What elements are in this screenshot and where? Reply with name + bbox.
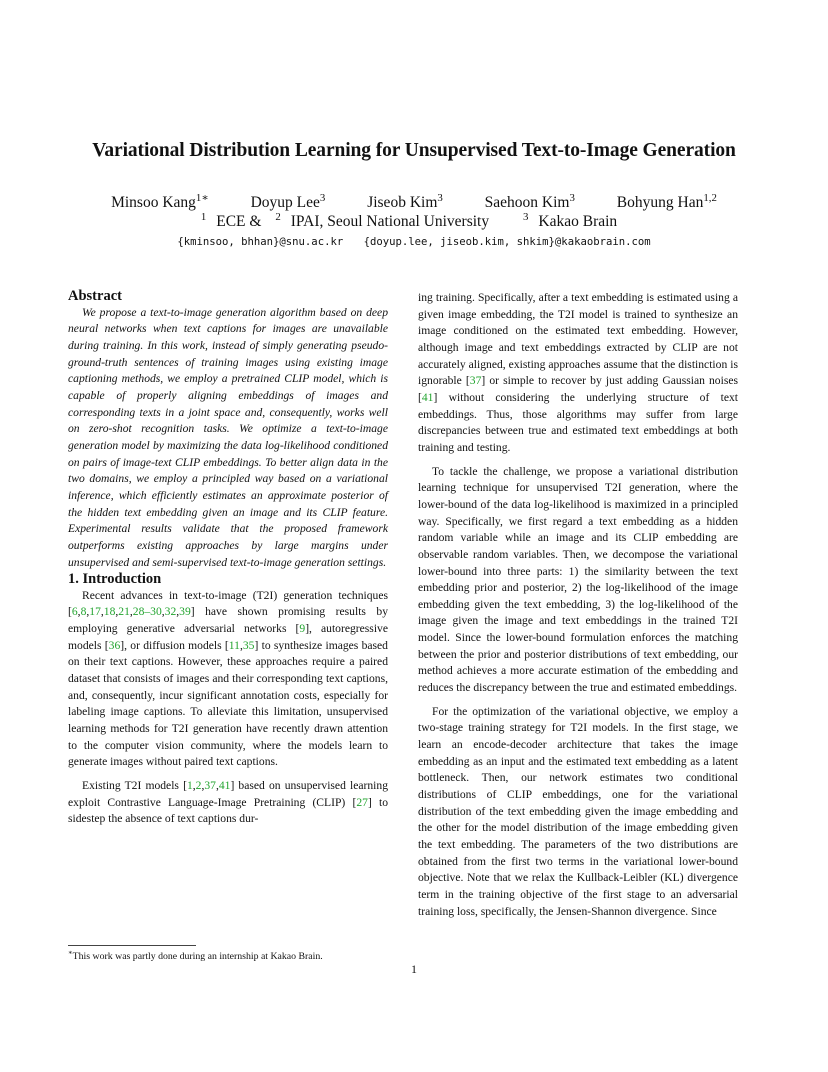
- paper-title: Variational Distribution Learning for Unsupervised Text-to-Image Generation: [92, 140, 736, 161]
- right-column: [418, 290, 738, 920]
- citation-link[interactable]: 27: [356, 795, 368, 809]
- citation-link[interactable]: 37: [469, 374, 482, 388]
- page-number: 1: [411, 962, 417, 976]
- section-heading: 1. Introduction: [68, 571, 162, 588]
- citation-link[interactable]: 32: [164, 605, 177, 619]
- author-emails: [0, 236, 828, 248]
- citation-link[interactable]: 1: [186, 779, 193, 793]
- citation-link[interactable]: 28–30: [132, 605, 162, 619]
- citation-link[interactable]: 41: [218, 779, 231, 793]
- citation-link[interactable]: 6: [71, 605, 78, 619]
- citation-link[interactable]: 35: [242, 638, 255, 652]
- abstract-text: We propose a text-to-image generation algorithm based on deep neural networks when text captions for images are unavailable during training. In this work, instead of simply generating pseudo-ground-truth sentences of training images using existing image captioning methods, we employ a pretrained CLIP model, which is capable of properly aligning embeddings of images and corresponding texts in a joint space and, consequently, works well on zero-shot recognition tasks. We optimize a text-to-image generation model by maximizing the data log-likelihood conditioned on pairs of image-text CLIP embeddings. To better align data in the two domains, we employ a principled way based on a variational inference, which efficiently estimates an approximate posterior of the hidden text embedding given an image and its CLIP feature. Experimental results validate that the proposed framework outperforms existing approaches by large margins under unsupervised and semi-supervised text-to-image generation settings.: [68, 305, 388, 569]
- citation-link[interactable]: 36: [108, 638, 121, 652]
- citation-link[interactable]: 17: [89, 605, 101, 619]
- intro-paragraph-1: Recent advances in text-to-image (T2I) generation techniques [6,8,17,18,21,28–30,32,39] have shown promising results by employing generative adversarial networks [9], autoregressive models [36], or diffusion models [11,35] to synthesize images based on their text captions. However, these approaches require a paired dataset that consists of images and their corresponding text captions, and, consequently, incur significant annotation costs, especially for labeling image captions. To alleviate this limitation, unsupervised learning methods for T2I generation have recently drawn attention to the computer vision community, where the models learn to generate images without paired text captions.: [68, 588, 388, 769]
- abstract-heading: Abstract: [68, 288, 122, 304]
- author: Saehoon Kim$^3$: [484, 191, 575, 211]
- left-column: [68, 288, 388, 828]
- citation-link[interactable]: 21: [118, 605, 130, 619]
- author: Bohyung Han$^{1,2}$: [616, 191, 717, 211]
- citation-link[interactable]: 39: [179, 605, 191, 619]
- author: Jiseob Kim$^3$: [367, 191, 443, 211]
- author-list: [0, 191, 828, 212]
- email-kakao: {doyup.lee, jiseob.kim, shkim}@kakaobrain.com: [363, 236, 651, 248]
- citation-link[interactable]: 2: [195, 779, 202, 793]
- author: Doyup Lee$^3$: [250, 191, 326, 211]
- citation-link[interactable]: 41: [421, 390, 434, 404]
- citation-link[interactable]: 37: [204, 779, 216, 793]
- affiliations: [0, 210, 828, 231]
- intro-paragraph-3: To tackle the challenge, we propose a variational distribution learning technique for unsupervised T2I generation, where the lower-bound of the data log-likelihood is maximized in a principled way. Specifically, we first regard a text embedding as a hidden random variable while an image and its CLIP embedding are observable random variables. Then, we decompose the variational lower-bound into three parts: 1) the similarity between the text embedding prior and posterior, 2) the log-likelihood of the image embedding given the text embedding, 3) the log-likelihood of the image given the image and text embeddings in the trained T2I model. Since the lower-bound formulation enforces the matching between the prior and posterior distributions of text embedding, our method achieves a more accurate estimation of the embedding and reduces the discrepancy between the true and estimated embeddings.: [418, 464, 738, 695]
- intro-paragraph-2-cont: ing training. Specifically, after a text embedding is estimated using a given image embedding, the T2I model is trained to synthesize an image conditioned on the estimated text embedding. However, although image and text embeddings extracted by CLIP are not accurately aligned, existing approaches assume that the distinction is ignorable [37] or simple to recover by just adding Gaussian noises [41] without considering the underlying structure of text embeddings. Thus, those algorithms may suffer from large discrepancies between true and estimated text embeddings at both training and testing.: [418, 291, 738, 454]
- citation-link[interactable]: 9: [299, 622, 306, 636]
- email-snu: {kminsoo, bhhan}@snu.ac.kr: [177, 236, 344, 248]
- affiliation-snu: $^1$ ECE & $^2$ IPAI, Seoul National University: [200, 210, 490, 230]
- affiliation-kakao: $^3$ Kakao Brain: [522, 210, 618, 230]
- intro-paragraph-2-start: Existing T2I models [1,2,37,41] based on unsupervised learning exploit Contrastive Language-Image Pretraining (CLIP) [27] to sidestep the absence of text captions dur-: [68, 779, 389, 826]
- footnote: ∗This work was partly done during an internship at Kakao Brain.: [68, 949, 323, 962]
- footnote-rule: [68, 945, 196, 946]
- citation-link[interactable]: 11: [228, 638, 240, 652]
- citation-link[interactable]: 8: [80, 605, 87, 619]
- citation-link[interactable]: 18: [103, 605, 116, 619]
- intro-paragraph-4: For the optimization of the variational objective, we employ a two-stage training strategy for T2I models. In the first stage, we learn an encode-decoder architecture that takes the image embedding as an input and the estimated text embedding as a latent bottleneck. Then, our network estimates two conditional distributions of CLIP embeddings, one for the variational distribution of the text embedding given the image embedding and the other for the model distribution of the image embedding given the text embedding. The parameters of the two distributions are obtained from the first two terms in the variational lower-bound objective. Note that we relax the Kullback-Leibler (KL) divergence term in the training objective of the first stage to an adversarial training loss, specifically, the Jensen-Shannon divergence. Since: [418, 704, 738, 918]
- author: Minsoo Kang$^{1∗}$: [111, 191, 209, 211]
